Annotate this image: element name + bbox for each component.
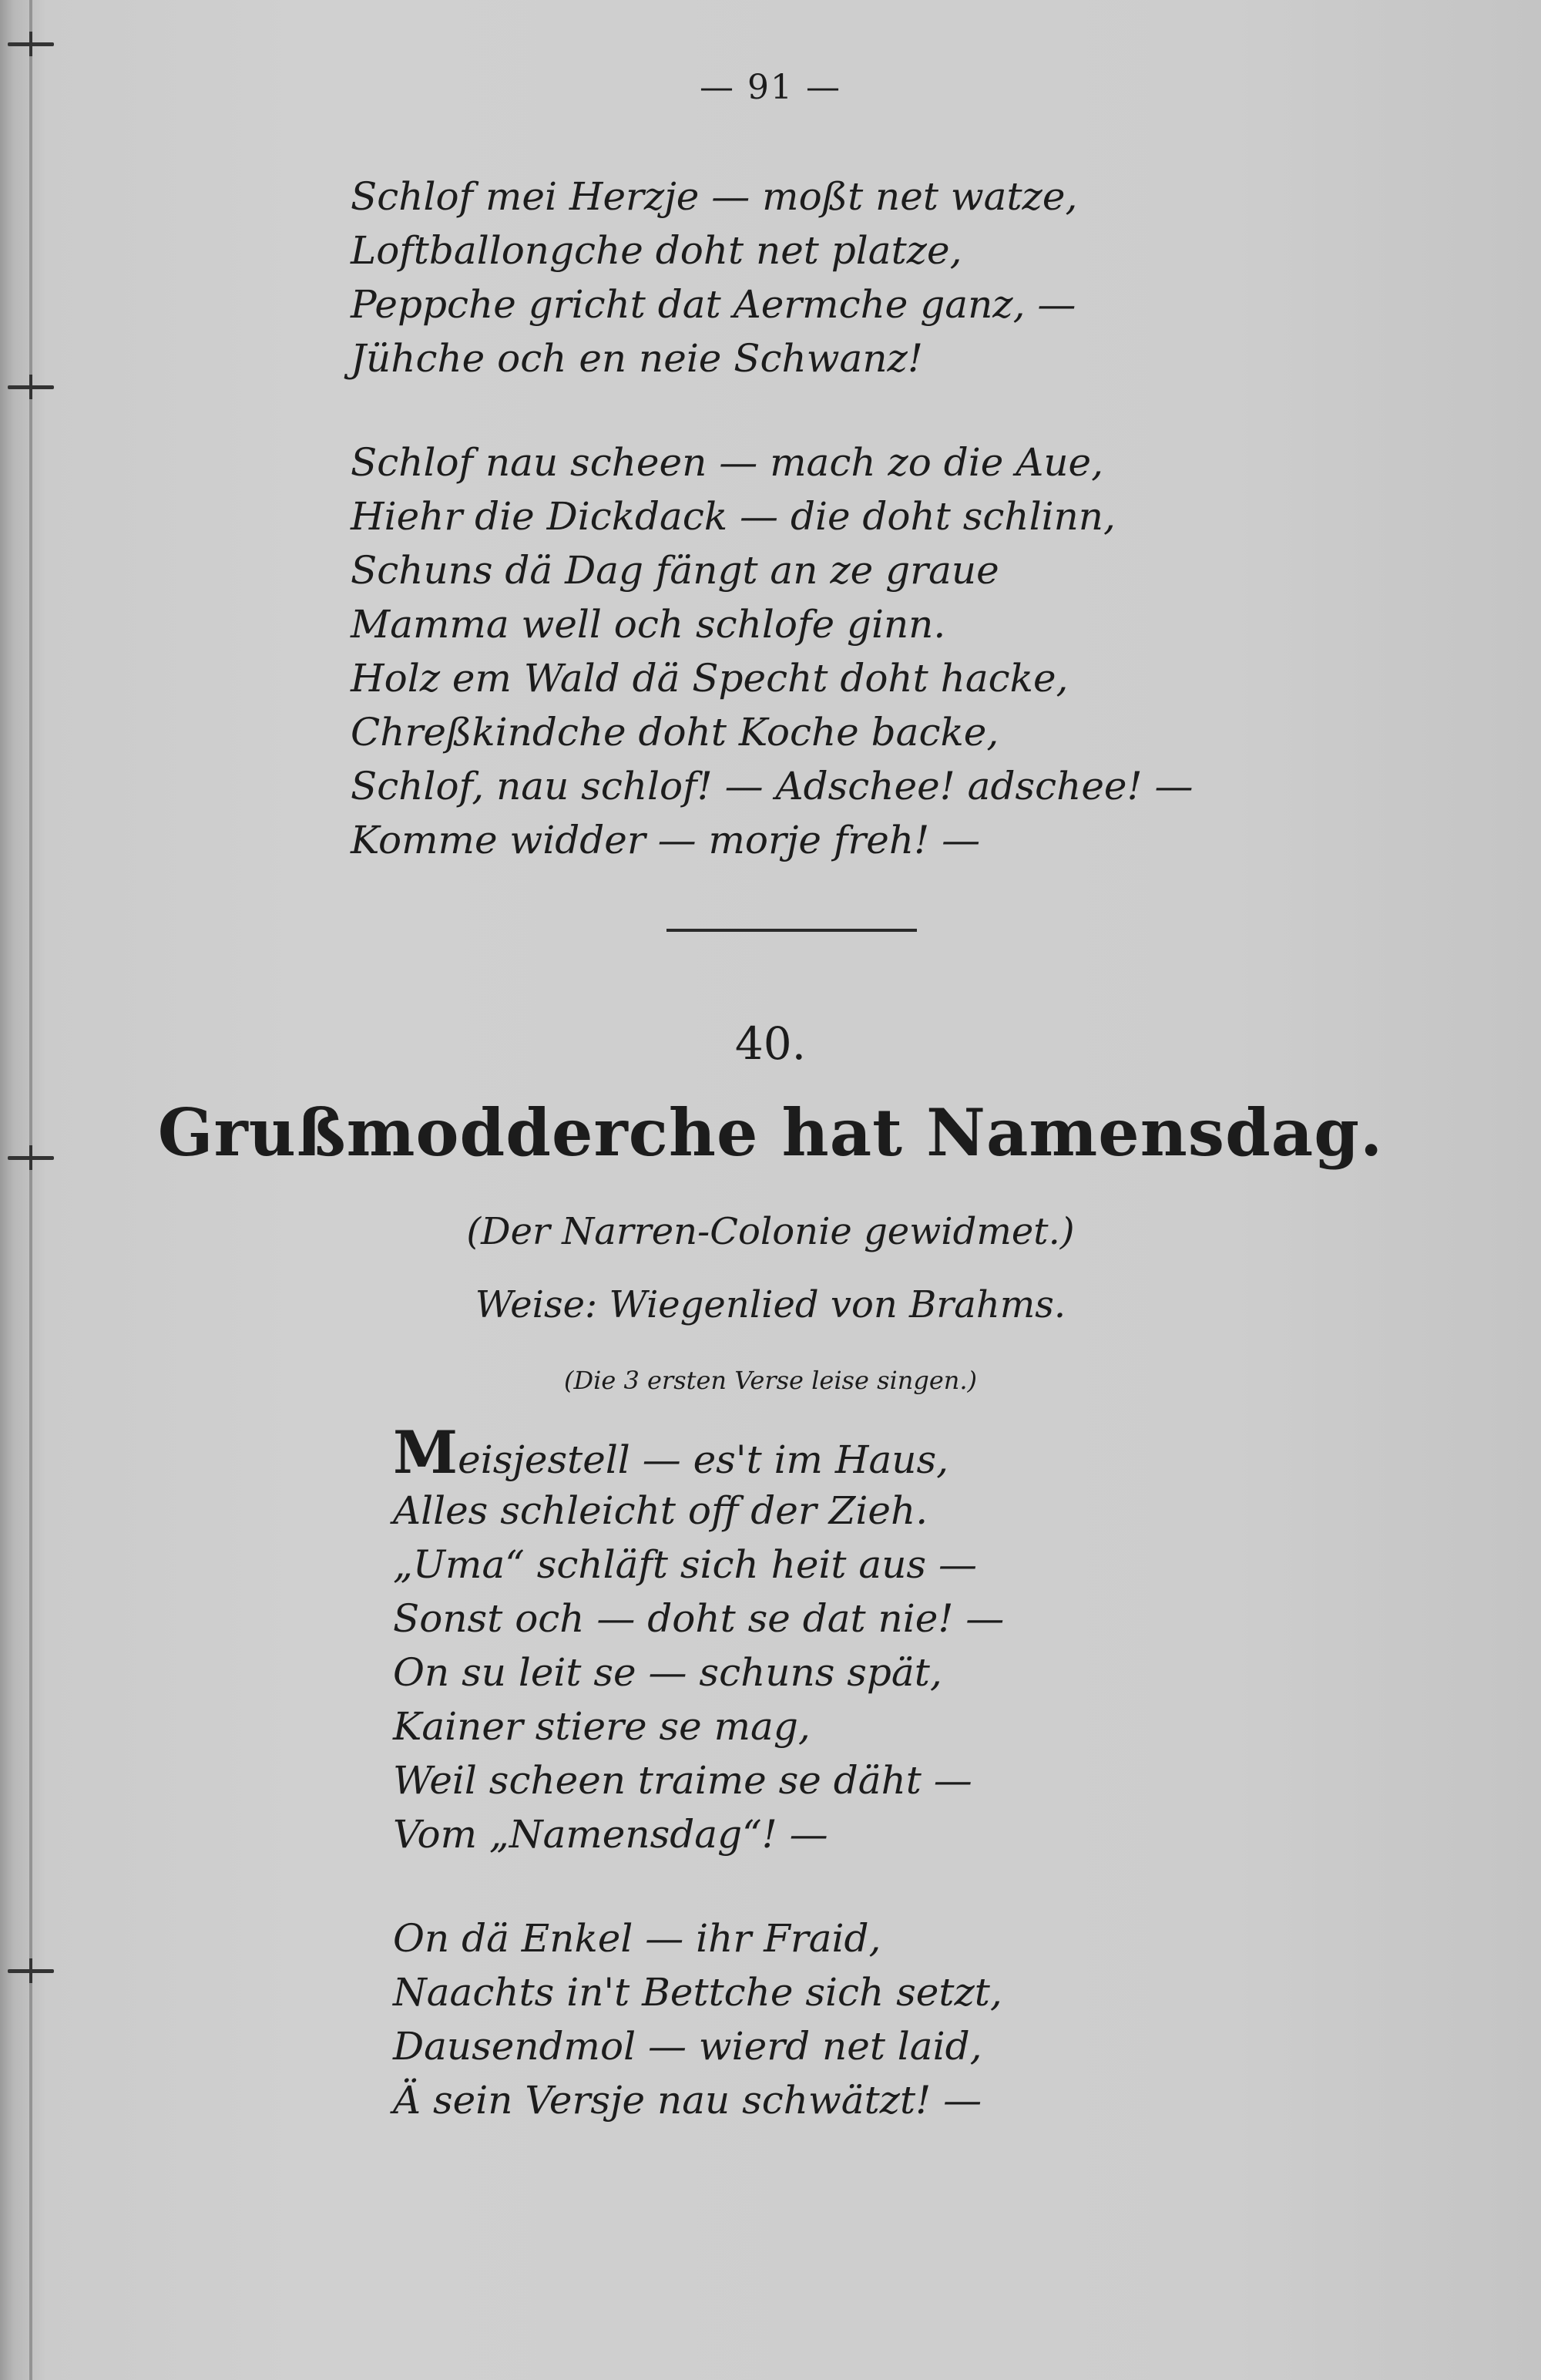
verse-line: „Uma“ schläft sich heit aus —: [393, 1542, 977, 1587]
verse-line: Komme widder — morje freh! —: [351, 818, 981, 862]
stanza-3: [393, 1418, 1005, 1861]
verse-line: On dä Enkel — ihr Fraid,: [393, 1916, 881, 1961]
verse-line: Chreßkindche doht Koche backe,: [351, 710, 999, 755]
binding-stitch: [8, 42, 54, 46]
verse-line: Peppche gricht dat Aermche ganz, —: [351, 282, 1076, 327]
song-melody: Weise: Wiegenlied von Brahms.: [475, 1283, 1066, 1326]
verse-line: Jühche och en neie Schwanz!: [351, 336, 923, 381]
book-spine: [29, 0, 32, 2380]
verse-line: Holz em Wald dä Specht doht hacke,: [351, 656, 1069, 701]
binding-stitch: [8, 1969, 54, 1973]
verse-line: Weil scheen traime se däht —: [393, 1758, 972, 1803]
stanza-4: [393, 1911, 1002, 2127]
verse-line: [393, 1418, 1004, 1487]
section-divider: [666, 929, 917, 932]
verse-line: Loftballongche doht net platze,: [351, 228, 962, 273]
verse-line: Alles schleicht off der Zieh.: [393, 1488, 928, 1533]
drop-cap: M: [393, 1418, 458, 1487]
verse-line: Sonst och — doht se dat nie! —: [393, 1596, 1005, 1641]
verse-line: Ä sein Versje nau schwätzt! —: [393, 2078, 982, 2123]
verse-line: Schlof nau scheen — mach zo die Aue,: [351, 440, 1104, 485]
verse-line: Kainer stiere se mag,: [393, 1704, 811, 1749]
verse-line: On su leit se — schuns spät,: [393, 1650, 942, 1695]
verse-line: Naachts in't Bettche sich setzt,: [393, 1970, 1002, 2015]
song-dedication: (Der Narren-Colonie gewidmet.): [466, 1210, 1075, 1253]
verse-line: Schlof, nau schlof! — Adschee! adschee! —: [351, 764, 1194, 808]
verse-line: Dausendmol — wierd net laid,: [393, 2024, 982, 2069]
verse-line: Schlof mei Herzje — moßt net watze,: [351, 174, 1078, 219]
stanza-2: [351, 435, 1194, 867]
binding-stitch: [8, 385, 54, 389]
stanza-1: [351, 170, 1077, 385]
singing-instruction: (Die 3 ersten Verse leise singen.): [563, 1366, 978, 1395]
verse-line-text: eisjestell — es't im Haus,: [458, 1437, 949, 1482]
verse-line: Schuns dä Dag fängt an ze graue: [351, 548, 999, 593]
song-number: 40.: [734, 1017, 807, 1070]
song-title: Grußmodderche hat Namensdag.: [157, 1094, 1384, 1171]
verse-line: Vom „Namensdag“! —: [393, 1812, 828, 1857]
verse-line: Mamma well och schlofe ginn.: [351, 602, 946, 647]
verse-line: Hiehr die Dickdack — die doht schlinn,: [351, 494, 1116, 539]
page-number: — 91 —: [700, 68, 841, 107]
